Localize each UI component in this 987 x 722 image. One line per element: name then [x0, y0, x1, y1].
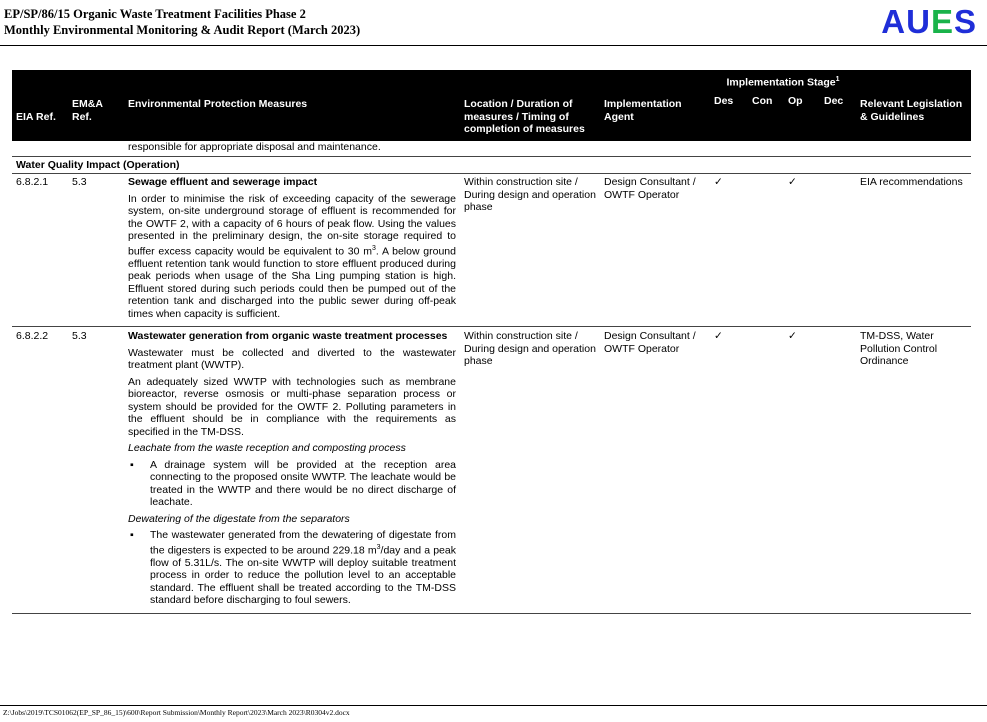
col-agent: Implementation Agent	[600, 70, 710, 141]
stage-des-tick: ✓	[710, 174, 748, 327]
measure-subheading-2: Dewatering of the digestate from the separators	[128, 512, 350, 525]
stage-dec-cell	[820, 174, 856, 327]
stage-dec-cell	[820, 327, 856, 614]
measure-bullet-2: ▪ The wastewater generated from the dewatering of digestate from the digesters is expected to be around 229.18 $m^3$/day and a peak flow of 5.31L/s. The on-site WWTP will deploy suitable treatment process in order to reduce the pollution level to an acceptable standard. The effluent shall be treated according to the TM-DSS standard before discharging to foul sewers.	[130, 529, 456, 606]
col-location: Location / Duration of measures / Timing of completion of measures	[460, 70, 600, 141]
col-measures: Environmental Protection Measures	[124, 70, 460, 141]
agent-cell: Design Consultant / OWTF Operator	[600, 327, 710, 614]
header-divider	[0, 45, 987, 46]
location-cell: Within construction site / During design and operation phase	[460, 327, 600, 614]
aues-logo: AUES	[881, 3, 977, 40]
header-line-1: EP/SP/86/15 Organic Waste Treatment Facilities Phase 2	[4, 7, 306, 21]
measure-title: Sewage effluent and sewerage impact	[128, 176, 318, 188]
stage-con-cell	[748, 174, 784, 327]
col-legislation: Relevant Legislation & Guidelines	[856, 70, 971, 141]
measure-body: In order to minimise the risk of exceeding capacity of the sewerage system, on-site underground storage of effluent is recommended for the OWTF 2, with a capacity of 6 hours of peak flow. Using the values presented in the preliminary design, the on-site storage required to buffer excess capacity would be equivalent to 30 $m^3$. A below ground effluent retention tank would function to store effluent produced during peak periods when usage of the Sha Ling pumping station is high. Effluent stored during such periods could then be pumped out of the retention tank and discharged into the public sewer during off-peak times when capacity is sufficient.	[128, 192, 456, 320]
bullet-mark: ▪	[130, 529, 134, 541]
table-row	[12, 327, 971, 614]
header-line-2: Monthly Environmental Monitoring & Audit Report (March 2023)	[4, 23, 361, 37]
eia-ref-cell: 6.8.2.1	[12, 174, 68, 327]
col-ema-ref: EM&A Ref.	[68, 70, 124, 141]
col-eia-ref: EIA Ref.	[12, 70, 68, 141]
legislation-cell: TM-DSS, Water Pollution Control Ordinance	[856, 327, 971, 614]
report-header	[4, 6, 360, 38]
continuation-text: responsible for appropriate disposal and maintenance.	[128, 141, 381, 153]
agent-cell: Design Consultant / OWTF Operator	[600, 174, 710, 327]
stage-des-tick: ✓	[710, 327, 748, 614]
ema-ref-cell: 5.3	[68, 174, 124, 327]
eia-ref-cell: 6.8.2.2	[12, 327, 68, 614]
col-stage-des: Des	[710, 93, 748, 141]
measure-subheading-1: Leachate from the waste reception and composting process	[128, 442, 406, 454]
measure-bullet-1: ▪ A drainage system will be provided at the reception area connecting to the proposed onsite WWTP. The leachate would be treated in the WWTP and there would be no direct discharge of leachate.	[130, 458, 456, 508]
col-stage-op: Op	[784, 93, 820, 141]
col-stage-dec: Dec	[820, 93, 856, 141]
col-stage-con: Con	[748, 93, 784, 141]
stage-con-cell	[748, 327, 784, 614]
measure-para-2: An adequately sized WWTP with technologies such as membrane bioreactor, reverse osmosis or multi-phase separation process or system should be provided for the OWTF 2. Polluting parameters in the effluent should be in compliance with the requirements as specified in the TM-DSS.	[128, 375, 456, 438]
measure-para-1: Wastewater must be collected and diverted to the wastewater treatment plant (WWTP).	[128, 346, 456, 371]
location-cell: Within construction site / During design and operation phase	[460, 174, 600, 327]
stage-op-tick: ✓	[784, 327, 820, 614]
measure-title: Wastewater generation from organic waste treatment processes	[128, 330, 448, 342]
section-title: Water Quality Impact (Operation)	[12, 156, 971, 174]
footer-divider	[0, 705, 987, 706]
implementation-schedule-table	[12, 70, 971, 614]
bullet-mark: ▪	[130, 458, 134, 471]
table-row	[12, 174, 971, 327]
ema-ref-cell: 5.3	[68, 327, 124, 614]
col-implementation-stage: Implementation Stage$^1$	[710, 70, 856, 93]
measure-cell	[124, 327, 460, 614]
legislation-cell: EIA recommendations	[856, 174, 971, 327]
measure-cell	[124, 174, 460, 327]
stage-op-tick: ✓	[784, 174, 820, 327]
footer-file-path: Z:\Jobs\2019\TCS01062(EP_SP_86_15)\600\Report Submission\Monthly Report\2023\March 2023\R0304v2.docx	[3, 708, 350, 717]
